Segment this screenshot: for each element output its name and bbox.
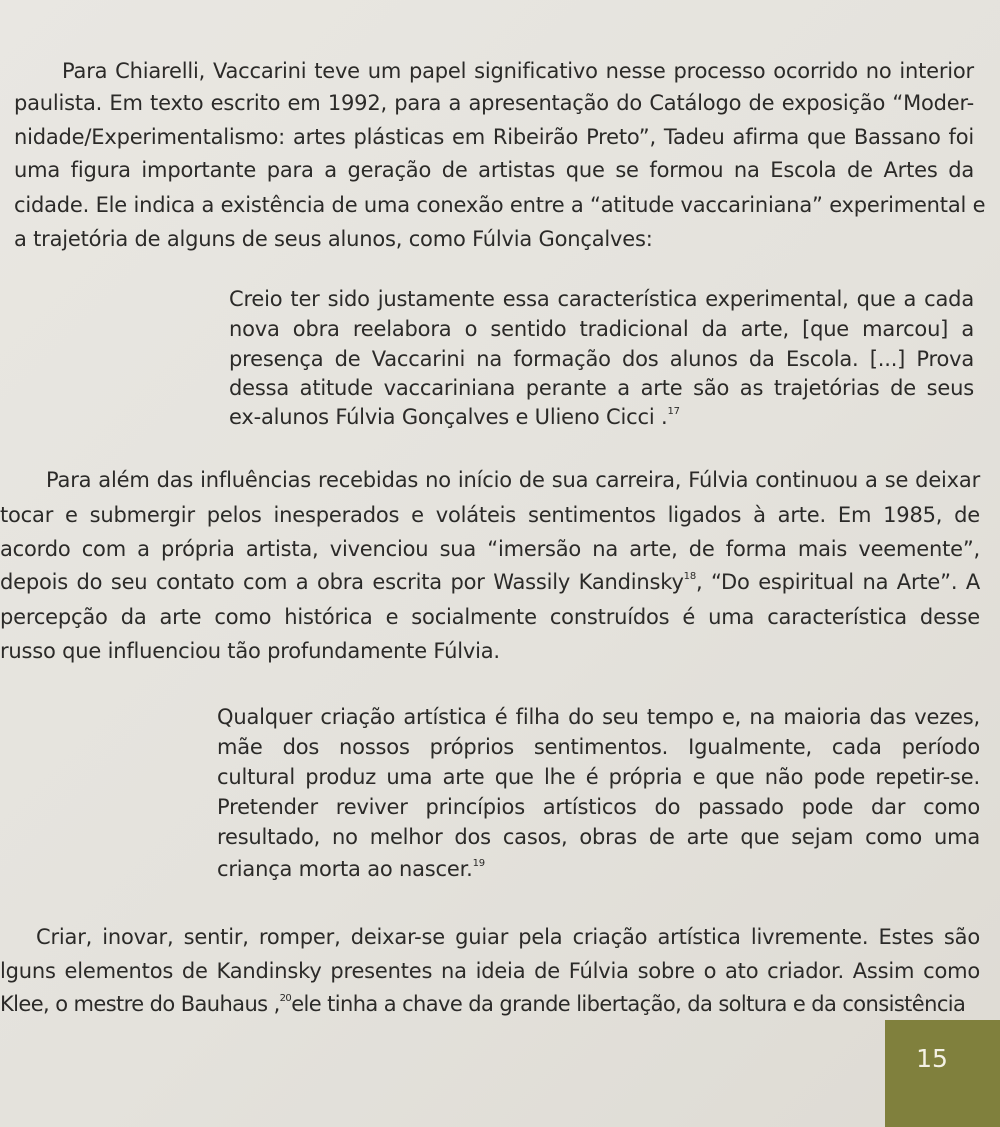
quote-2-line-5: resultado, no melhor dos casos, obras de arte que sejam como uma [217, 825, 980, 849]
quote-1-line-1: Creio ter sido justamente essa característica experimental, que a cada [229, 287, 974, 311]
quote-2-line-6-text: criança morta ao nascer. [217, 857, 473, 881]
paragraph-1-line-6: a trajetória de alguns de seus alunos, como Fúlvia Gonçalves: [14, 227, 653, 251]
paragraph-2-line-4-text-b: , “Do espiritual na Arte”. A [696, 570, 980, 594]
paragraph-3-line-3-text-b: ele tinha a chave da grande libertação, da soltura e da consistência [291, 992, 966, 1016]
paragraph-1-line-3: nidade/Experimentalismo: artes plásticas em Ribeirão Preto”, Tadeu afirma que Bassano foi [14, 125, 974, 149]
quote-1-line-4: dessa atitude vaccariniana perante a arte são as trajetórias de seus [229, 376, 974, 400]
paragraph-2-line-5: percepção da arte como histórica e socialmente construídos é uma característica desse [0, 605, 980, 629]
quote-2-line-6 [217, 856, 980, 882]
paragraph-3-line-1: Criar, inovar, sentir, romper, deixar-se guiar pela criação artística livremente. Estes são [36, 925, 980, 949]
quote-1-line-5 [229, 404, 974, 430]
quote-1-line-3: presença de Vaccarini na formação dos alunos da Escola. [...] Prova [229, 347, 974, 371]
paragraph-1-line-1: Para Chiarelli, Vaccarini teve um papel significativo nesse processo ocorrido no interior [62, 59, 974, 83]
paragraph-2-line-2: tocar e submergir pelos inesperados e voláteis sentimentos ligados à arte. Em 1985, de [0, 503, 980, 527]
paragraph-2-line-4-text-a: depois do seu contato com a obra escrita por Wassily Kandinsky [0, 570, 684, 594]
paragraph-2-line-4 [0, 569, 980, 595]
quote-1-line-5-text: ex-alunos Fúlvia Gonçalves e Ulieno Cicci . [229, 405, 668, 429]
quote-2-line-2: mãe dos nossos próprios sentimentos. Igualmente, cada período [217, 735, 980, 759]
footnote-ref-19: 19 [472, 858, 485, 869]
paragraph-1-line-5: cidade. Ele indica a existência de uma conexão entre a “atitude vaccariniana” experimental e [14, 193, 986, 217]
paragraph-3-line-3 [0, 991, 980, 1017]
footnote-ref-17: 17 [667, 406, 680, 417]
footnote-ref-18: 18 [683, 571, 696, 582]
paragraph-3-line-3-text-a: Klee, o mestre do Bauhaus , [0, 992, 280, 1016]
quote-2-line-4: Pretender reviver princípios artísticos do passado pode dar como [217, 795, 980, 819]
paragraph-2-line-3: acordo com a própria artista, vivenciou sua “imersão na arte, de forma mais veemente”, [0, 537, 980, 561]
paragraph-2-line-6: russo que influenciou tão profundamente Fúlvia. [0, 639, 500, 663]
paragraph-2-line-1: Para além das influências recebidas no início de sua carreira, Fúlvia continuou a se deixar [46, 468, 980, 492]
paragraph-3-line-2: lguns elementos de Kandinsky presentes na ideia de Fúlvia sobre o ato criador. Assim como [0, 959, 980, 983]
quote-2-line-1: Qualquer criação artística é filha do seu tempo e, na maioria das vezes, [217, 705, 980, 729]
paragraph-1-line-2: paulista. Em texto escrito em 1992, para a apresentação do Catálogo de exposição “Moder- [14, 91, 974, 115]
quote-2-line-3: cultural produz uma arte que lhe é própria e que não pode repetir-se. [217, 765, 980, 789]
quote-1-line-2: nova obra reelabora o sentido tradicional da arte, [que marcou] a [229, 317, 974, 341]
footnote-ref-20: 20 [279, 993, 292, 1004]
page-number: 15 [916, 1044, 948, 1073]
paragraph-1-line-4: uma figura importante para a geração de artistas que se formou na Escola de Artes da [14, 158, 974, 182]
